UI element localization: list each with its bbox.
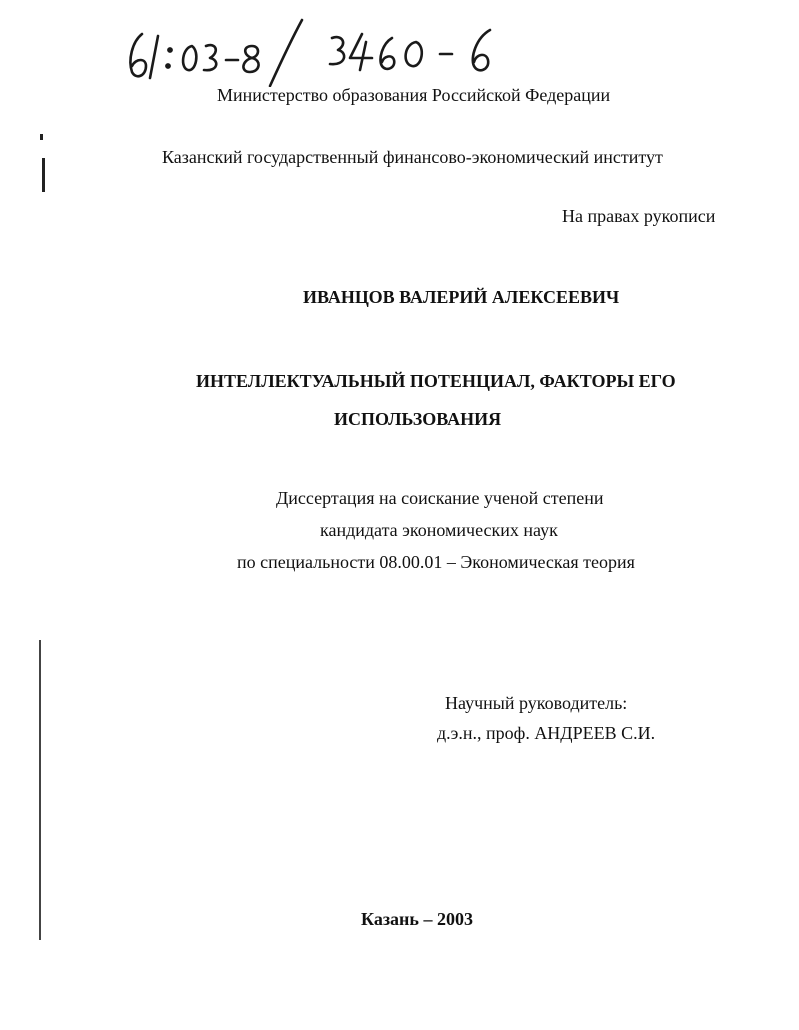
degree-line-2: кандидата экономических наук [320,520,558,540]
scan-artifact [39,640,41,940]
supervisor-name: д.э.н., проф. АНДРЕЕВ С.И. [437,723,656,743]
dissertation-title-line-1: ИНТЕЛЛЕКТУАЛЬНЫЙ ПОТЕНЦИАЛ, ФАКТОРЫ ЕГО [196,371,676,391]
author-name: ИВАНЦОВ ВАЛЕРИЙ АЛЕКСЕЕВИЧ [303,287,620,307]
dissertation-title-line-2: ИСПОЛЬЗОВАНИЯ [334,409,502,429]
manuscript-rights-label: На правах рукописи [562,206,716,226]
handwritten-archive-number [120,12,520,87]
degree-line-1: Диссертация на соискание ученой степени [276,488,604,508]
institute-heading: Казанский государственный финансово-экономический институт [162,147,663,167]
scan-artifact [42,158,45,192]
ministry-heading: Министерство образования Российской Федерации [217,85,611,105]
supervisor-label: Научный руководитель: [445,693,628,713]
scan-artifact [40,134,43,140]
city-year: Казань – 2003 [361,909,473,929]
degree-line-3: по специальности 08.00.01 – Экономическая теория [237,552,635,572]
